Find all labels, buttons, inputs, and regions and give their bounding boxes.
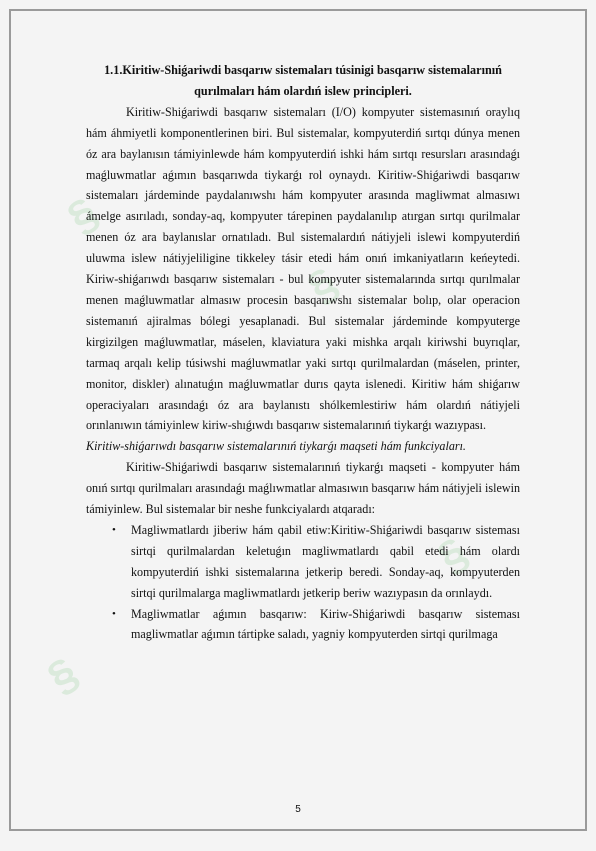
watermark-logo: § [58, 188, 108, 243]
body-paragraph-1: Kiritiw-Shiǵariwdi basqarıw sistemaları (I/O) kompyuter sistemasınıń oraylıq hám áhmiyetli komponentlerinen biri. Bul sistemalar, kompyuterdiń sırtqı dúnya menen óz ara baylanısın támiyinlewde hám kompyuterdiń ishki hám sırtqı resursları arasındaǵı maǵluwmatlar aǵımın basqarıwda tiykarǵı rol oynaydı. Kiritiw-Shiǵariwdi basqarıw sistemaları járdeminde paydalanıwshı hám kompyuter arasında magliwmat almasıwı ámelge asırıladı, sonday-aq, kompyuter tárepinen paydalanılıp atırgan sırtqı qurilmalar menen óz ara baylanıslar ornatıladı. Bul sistemalardıń nátiyjeli islewi kompyuterdiń uluwma islew nátiyjeliligine tikkeley tásir etedi hám onıń imkaniyatların keńeytedi. Kiriw-shiǵarıwdı basqarıw sistemaları - bul kompyuter sistemalarında sırtqı qurılmalar menen maǵluwmatlar almasıw procesin basqarıwshı sistemalar bolıp, olar operacion sistemanıń ajiralmas bólegi yesaplanadi. Bul sistemalar járdeminde kompyuterge kirgizilgen maǵluwmatlar, máselen, klaviatura yaki mishka arqalı kiriwshi buyrıqlar, tarmaq arqalı kelip túsiwshi maǵluwmatlar yaki sırtqı qurilmalardan (máselen, printer, monitor, diskler) alınatuǵın maǵluwmatlar durıs qayta islenedi. Kiritiw hám shiǵarıw operaciyaları arasındaǵı óz ara baylanıstı shólkemlestiriw hám olardıń nátiyjeli orınlanıwın támiyinlew kiriw-shıǵıwdı basqarıw sistemalarınıń tiykarǵı wazıypası. [86, 104, 520, 433]
list-item [86, 604, 520, 646]
page-number: 5 [295, 804, 301, 815]
section-title-line2: qurılmaları hám olardıń islew principleri. [194, 83, 412, 98]
bullet-icon: • [112, 523, 116, 536]
body-paragraph-2: Kiritiw-Shiǵariwdi basqarıw sistemalarınıń tiykarǵı maqseti - kompyuter hám onıń sırtqı qurilmaları arasındaǵı maǵlıwmatlar almasıwın basqarıw hám nátiyjeli islewin támiyinlew. Bul sistemalar bir neshe funkciyalardı atqaradı: [86, 460, 520, 517]
bullet-list [86, 520, 520, 645]
list-item-text: Magliwmatlar aǵımın basqarıw: Kiriw-Shiǵariwdi basqarıw sisteması magliwmatlar aǵımın tártipke saladı, yagniy kompyuterden sirtqi qurilmaga [131, 606, 520, 642]
section-title [86, 60, 520, 102]
section-title-line1: 1.1.Kiritiw-Shiǵariwdi basqarıw sistemaları túsinigi basqarıw sistemalarınıń [104, 63, 502, 77]
list-item [86, 520, 520, 604]
page-content [86, 60, 520, 645]
bullet-icon: • [112, 607, 116, 620]
list-item-text: Magliwmatlardı jiberiw hám qabil etiw:Kiritiw-Shiǵariwdi basqarıw sisteması sirtqi qurilmalardan keletuǵın magliwmatlardı qabil etedi hám olardı kompyuterdiń ishki sistemalarına jetkerip beredi. Sonday-aq, kompyuterden sirtqi qurilmalarga magliwmatlardı jetkerip beriw wazıypasın da orınlaydı. [131, 522, 520, 600]
watermark-logo: § [298, 258, 348, 313]
document-page [9, 9, 587, 831]
italic-subheading: Kiritiw-shiǵarıwdı basqarıw sistemalarınıń tiykarǵı maqseti hám funkciyaları. [86, 439, 466, 454]
watermark-logo: § [428, 528, 478, 583]
watermark-logo: § [38, 648, 88, 703]
